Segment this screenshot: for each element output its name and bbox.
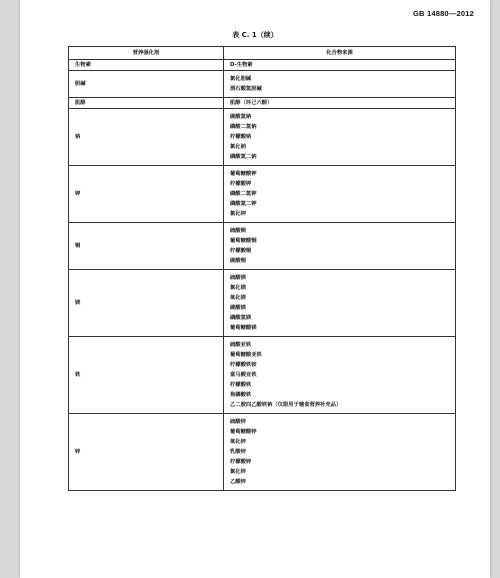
source-item: 氯化钠 — [230, 144, 246, 150]
source-item: 氧化锌 — [230, 439, 246, 445]
nutrient-cell: 铜 — [69, 223, 224, 270]
source-item: 氯化镁 — [230, 285, 246, 291]
source-item: 硫酸亚铁 — [230, 342, 252, 348]
table-row — [69, 337, 456, 414]
source-item: 磷酸二氢钾 — [230, 191, 257, 197]
source-cell — [224, 166, 456, 223]
source-item: 葡萄糖酸铜 — [230, 238, 257, 244]
source-item: 葡萄糖酸锌 — [230, 429, 257, 435]
source-cell — [224, 109, 456, 166]
table-row — [69, 270, 456, 337]
source-item: 乙二胺四乙酸铁钠（仅限用于辅食营养补充品） — [230, 402, 342, 408]
source-item: 磷酸二氢钠 — [230, 124, 257, 130]
table-row — [69, 223, 456, 270]
compound-source-table — [68, 46, 456, 491]
nutrient-cell: 肌醇 — [69, 98, 224, 109]
table-title: 表 C. 1（续） — [232, 31, 278, 39]
source-cell — [224, 223, 456, 270]
nutrient-cell: 镁 — [69, 270, 224, 337]
source-item: 磷酸氢二钾 — [230, 201, 257, 207]
source-item: 葡萄糖酸亚铁 — [230, 352, 262, 358]
source-item: 葡萄糖酸钾 — [230, 171, 257, 177]
source-item: 碳酸铜 — [230, 258, 246, 264]
source-item: 氧化镁 — [230, 295, 246, 301]
nutrient-cell: 铁 — [69, 337, 224, 414]
source-cell — [224, 60, 456, 71]
source-item: 乳酸锌 — [230, 449, 246, 455]
source-item: 硫酸铜 — [230, 228, 246, 234]
table-row — [69, 98, 456, 109]
source-item: 焦磷酸铁 — [230, 392, 252, 398]
source-item: 柠檬酸锌 — [230, 459, 252, 465]
standard-number: GB 14880—2012 — [413, 9, 474, 18]
table-row — [69, 414, 456, 491]
source-item: 氯化钾 — [230, 211, 246, 217]
table-header-row — [69, 47, 456, 60]
source-item: D-生物素 — [230, 62, 253, 68]
column-header-nutrient: 营养强化剂 — [69, 47, 224, 60]
table-row — [69, 60, 456, 71]
source-cell — [224, 98, 456, 109]
table-row — [69, 166, 456, 223]
source-item: 柠檬酸钠 — [230, 134, 252, 140]
source-item: 硫酸镁 — [230, 275, 246, 281]
source-cell — [224, 414, 456, 491]
table-row — [69, 109, 456, 166]
source-item: 磷酸氢二钠 — [230, 154, 257, 160]
source-item: 硫酸锌 — [230, 419, 246, 425]
source-cell — [224, 270, 456, 337]
nutrient-cell: 锌 — [69, 414, 224, 491]
nutrient-cell: 钾 — [69, 166, 224, 223]
source-item: 氯化锌 — [230, 469, 246, 475]
table-row — [69, 71, 456, 98]
source-item: 碳酸镁 — [230, 305, 246, 311]
source-item: 磷酸氢镁 — [230, 315, 252, 321]
source-item: 氯化胆碱 — [230, 76, 252, 82]
nutrient-cell: 生物素 — [69, 60, 224, 71]
nutrient-cell: 胆碱 — [69, 71, 224, 98]
source-item: 碳酸氢钠 — [230, 114, 252, 120]
document-page — [20, 0, 490, 578]
source-item: 柠檬酸铁 — [230, 382, 252, 388]
source-cell — [224, 337, 456, 414]
table-body — [69, 60, 456, 491]
source-item: 柠檬酸钾 — [230, 181, 252, 187]
source-item: 酒石酸氢胆碱 — [230, 86, 262, 92]
source-item: 柠檬酸铜 — [230, 248, 252, 254]
source-item: 柠檬酸铁铵 — [230, 362, 257, 368]
source-item: 肌醇（环己六醇） — [230, 100, 273, 106]
source-item: 葡萄糖酸镁 — [230, 325, 257, 331]
column-header-source: 化合物来源 — [224, 47, 456, 60]
source-item: 乙酸锌 — [230, 479, 246, 485]
source-item: 富马酸亚铁 — [230, 372, 257, 378]
source-cell — [224, 71, 456, 98]
nutrient-cell: 钠 — [69, 109, 224, 166]
